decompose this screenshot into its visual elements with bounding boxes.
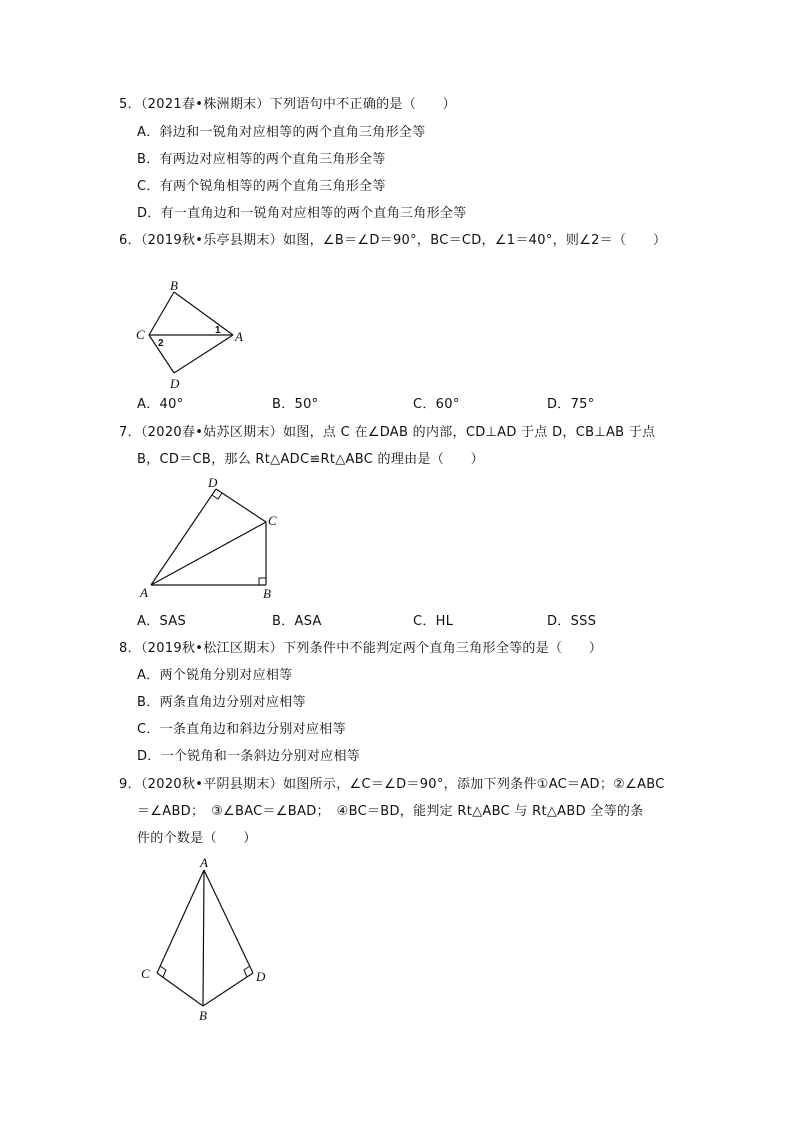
q6-label-a: A	[235, 329, 243, 344]
q8-option-c: C．一条直角边和斜边分别对应相等	[137, 722, 346, 737]
q6-label-c: C	[136, 327, 145, 342]
q5-option-c: C．有两个锐角相等的两个直角三角形全等	[137, 179, 386, 194]
q7-segment-ad	[151, 489, 216, 585]
q6-segment-cb	[149, 292, 174, 335]
q7-segment-ac	[151, 522, 266, 585]
q8-option-a: A．两个锐角分别对应相等	[137, 668, 293, 683]
q8-stem: 8．（2019秋•松江区期末）下列条件中不能判定两个直角三角形全等的是（ ）	[119, 641, 603, 656]
q9-segment-db	[203, 973, 253, 1006]
q7-figure	[136, 476, 286, 601]
q7-option-d: D．SSS	[547, 614, 597, 629]
q6-option-b: B．50°	[272, 397, 319, 412]
q8-option-d: D．一个锐角和一条斜边分别对应相等	[137, 749, 361, 764]
q7-option-b: B．ASA	[272, 614, 322, 629]
q9-segment-ac	[157, 870, 204, 973]
q5-stem: 5．（2021春•株洲期末）下列语句中不正确的是（ ）	[119, 97, 456, 112]
q7-label-c: C	[268, 513, 277, 528]
q6-option-a: A．40°	[137, 397, 184, 412]
q7-label-d: D	[208, 475, 218, 490]
q8-option-b: B．两条直角边分别对应相等	[137, 695, 306, 710]
q9-label-d: D	[256, 969, 266, 984]
q9-segment-ab	[203, 870, 204, 1006]
q6-option-d: D．75°	[547, 397, 595, 412]
q9-segment-ad	[204, 870, 253, 973]
q6-label-d: D	[170, 376, 180, 391]
q9-segment-cb	[157, 973, 203, 1006]
q6-segment-ba	[174, 292, 233, 335]
q7-option-c: C．HL	[413, 614, 454, 629]
q6-angle-1-label: 1	[215, 325, 221, 336]
q9-label-c: C	[141, 966, 150, 981]
q9-stem-line3: 件的个数是（ ）	[137, 831, 257, 846]
q5-option-b: B．有两边对应相等的两个直角三角形全等	[137, 152, 386, 167]
q6-label-b: B	[170, 278, 178, 293]
q9-figure	[134, 854, 274, 1024]
q6-option-c: C．60°	[413, 397, 460, 412]
q7-stem-line2: B，CD＝CB，那么 Rt△ADC≌Rt△ABC 的理由是（ ）	[137, 452, 484, 467]
q7-option-a: A．SAS	[137, 614, 187, 629]
q7-label-a: A	[140, 585, 148, 600]
q9-stem-line2: ＝∠ABD； ③∠BAC＝∠BAD； ④BC＝BD，能判定 Rt△ABC 与 Rt△ABD 全等的条	[137, 804, 644, 819]
q9-label-a: A	[200, 855, 208, 870]
q7-right-angle-b	[259, 578, 266, 585]
q6-segment-da	[174, 335, 233, 373]
q7-label-b: B	[263, 586, 271, 601]
q6-figure	[130, 278, 260, 398]
q7-stem-line1: 7．（2020春•姑苏区期末）如图，点 C 在∠DAB 的内部，CD⊥AD 于点 D，CB⊥AB 于点	[119, 425, 656, 440]
q9-stem-line1: 9．（2020秋•平阴县期末）如图所示，∠C＝∠D＝90°，添加下列条件①AC＝AD；②∠ABC	[119, 777, 665, 792]
q7-right-angle-d	[212, 493, 222, 499]
q9-label-b: B	[199, 1008, 207, 1023]
q6-stem: 6．（2019秋•乐亭县期末）如图，∠B＝∠D＝90°，BC＝CD，∠1＝40°，则∠2＝（ ）	[119, 233, 667, 248]
q6-angle-2-label: 2	[158, 338, 164, 349]
q5-option-d: D．有一直角边和一锐角对应相等的两个直角三角形全等	[137, 206, 467, 221]
q5-option-a: A．斜边和一锐角对应相等的两个直角三角形全等	[137, 125, 426, 140]
q7-segment-dc	[216, 489, 266, 522]
